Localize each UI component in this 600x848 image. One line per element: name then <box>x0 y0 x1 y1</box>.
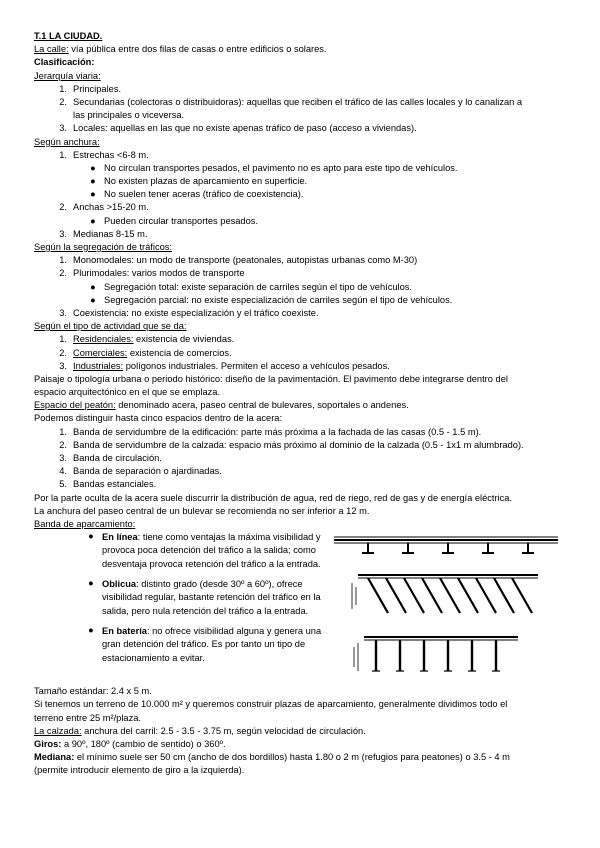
list-item <box>34 333 564 346</box>
aparcamiento-item-oblicua <box>88 578 330 618</box>
item-text: Banda de servidumbre de la calzada: espacio más próximo al dominio de la calzada (0.5 - 1x1 m alumbrado). <box>73 439 524 450</box>
list-item <box>34 347 564 360</box>
parking-diagrams <box>328 531 564 685</box>
list-item <box>34 149 564 162</box>
item-num: 1. <box>59 426 67 437</box>
tamano-estandar: Tamaño estándar: 2.4 x 5 m. <box>34 686 152 697</box>
list-item <box>34 83 564 96</box>
list-item <box>34 96 564 109</box>
item-text: provoca poca detención del tráfico a la salida; como <box>102 545 316 556</box>
mediana-definition <box>34 751 564 764</box>
item-text: Estrechas <6-8 m. <box>73 149 149 160</box>
item-text: estacionamiento a evitar. <box>102 652 205 663</box>
calzada-def: anchura del carril: 2.5 - 3.5 - 3.75 m, según velocidad de circulación. <box>81 725 366 736</box>
item-text: Anchas >15-20 m. <box>73 202 149 213</box>
paisaje-line: Paisaje o tipología urbana o periodo histórico: diseño de la pavimentación. El pavimento debe integrarse dentro del <box>34 373 508 384</box>
calzada-definition <box>34 725 564 738</box>
calle-term: La calle: <box>34 44 69 55</box>
anchura-heading: Según anchura: <box>34 136 100 147</box>
bullet-text: Segregación parcial: no existe especialización de carriles según el tipo de vehículos. <box>104 294 453 305</box>
item-text: desventaja provoca retención del tráfico a la entrada. <box>102 558 321 569</box>
terreno-line: terreno entre 25 m²/plaza. <box>34 712 141 723</box>
item-text: Secundarias (colectoras o distribuidoras): aquellas que reciben el tráfico de las calles locales y lo canalizan a <box>73 96 523 107</box>
peaton-def: denominado acera, paseo central de bulevares, soportales o andenes. <box>115 400 409 411</box>
item-num: 1. <box>59 255 67 266</box>
mediana-cont: (permite introducir elemento de giro a la izquierda). <box>34 765 245 776</box>
item-text: Plurimodales: varios modos de transporte <box>73 268 245 279</box>
acera-intro: Podemos distinguir hasta cinco espacios dentro de la acera: <box>34 413 283 424</box>
item-text: Banda de servidumbre de la edificación: parte más próxima a la fachada de las casas (0.5 - 1.5 m). <box>73 426 482 437</box>
bullet-icon: ● <box>90 294 96 305</box>
mediana-term: Mediana: <box>34 752 75 763</box>
item-term: Industriales: <box>73 360 124 371</box>
page-title: T.1 LA CIUDAD. <box>34 31 103 41</box>
bullet-icon: ● <box>90 189 96 200</box>
item-text: Medianas 8-15 m. <box>73 228 148 239</box>
bullet-item <box>34 175 564 188</box>
bullet-icon: ● <box>90 176 96 187</box>
item-num: 5. <box>59 479 67 490</box>
bullet-text: No suelen tener aceras (tráfico de coexistencia). <box>104 189 304 200</box>
bullet-text: No circulan transportes pesados, el pavimento no es apto para este tipo de vehículos. <box>104 162 458 173</box>
item-term: En batería <box>102 626 147 637</box>
parking-en-linea-diagram <box>334 537 558 553</box>
list-item <box>34 478 564 491</box>
item-num: 1. <box>59 334 67 345</box>
item-num: 2. <box>59 347 67 358</box>
calle-definition <box>34 43 564 56</box>
item-num: 3. <box>59 123 67 134</box>
item-text: Bandas estanciales. <box>73 479 157 490</box>
item-text: Banda de circulación. <box>73 453 162 463</box>
bullet-text: Pueden circular transportes pesados. <box>104 215 259 226</box>
item-text: : distinto grado (desde 30º a 60º), ofrece <box>136 579 303 590</box>
document-page <box>34 30 564 777</box>
giros-term: Giros: <box>34 738 62 749</box>
list-item <box>34 228 564 241</box>
item-term: En línea <box>102 532 138 543</box>
bullet-item <box>34 162 564 175</box>
item-text: existencia de viviendas. <box>133 334 235 345</box>
item-num: 3. <box>59 228 67 239</box>
paisaje-line: espacio arquitectónico en el que se emplaza. <box>34 387 221 398</box>
item-num: 1. <box>59 149 67 160</box>
list-item <box>34 360 564 373</box>
giros-definition <box>34 738 564 751</box>
item-text: Monomodales: un modo de transporte (peatonales, autopistas urbanas como M-30) <box>73 255 418 266</box>
bullet-text: Segregación total: existe separación de carriles según el tipo de vehículos. <box>104 281 413 292</box>
item-text: salida, pero nula retención del tráfico a la entrada. <box>102 605 309 616</box>
list-item <box>34 122 564 135</box>
item-num: 3. <box>59 360 67 371</box>
peaton-term: Espacio del peatón: <box>34 400 116 411</box>
bullet-item <box>34 294 564 307</box>
anchura-paseo: La anchura del paseo central de un bulevar se recomienda no ser inferior a 12 m. <box>34 505 370 516</box>
mediana-def: el mínimo suele ser 50 cm (ancho de dos bordillos) hasta 1.80 o 2 m (refugios para peatones) o 3.5 - 4 m <box>74 752 510 763</box>
item-text: Locales: aquellas en las que no existe apenas tráfico de paso (acceso a viviendas). <box>73 123 417 134</box>
item-term: Oblicua <box>102 579 137 590</box>
list-item <box>34 439 564 452</box>
calzada-term: La calzada: <box>34 725 82 736</box>
bullet-icon: ● <box>90 215 96 226</box>
list-item <box>34 307 564 320</box>
peaton-definition <box>34 399 564 412</box>
parking-bateria-diagram <box>354 637 518 671</box>
bullet-icon: ● <box>88 578 94 589</box>
aparcamiento-section <box>34 531 564 685</box>
item-text: Principales. <box>73 83 122 94</box>
giros-def: a 90º, 180º (cambio de sentido) o 360º. <box>61 738 226 749</box>
item-num: 2. <box>59 202 67 213</box>
actividad-heading: Según el tipo de actividad que se da: <box>34 321 187 332</box>
item-text: : tiene como ventajas la máxima visibilidad y <box>137 532 321 543</box>
item-num: 2. <box>59 96 67 107</box>
bullet-item <box>34 281 564 294</box>
aparcamiento-item-linea <box>88 531 330 571</box>
item-num: 1. <box>59 83 67 94</box>
list-item <box>34 267 564 280</box>
bullet-item <box>34 215 564 228</box>
bullet-icon: ● <box>90 162 96 173</box>
segregacion-heading: Según la segregación de tráficos: <box>34 242 172 252</box>
item-text: existencia de comercios. <box>127 347 232 358</box>
parking-oblicua-diagram <box>352 575 538 613</box>
item-term: Comerciales: <box>73 347 128 358</box>
bullet-icon: ● <box>88 625 94 636</box>
parte-oculta: Por la parte oculta de la acera suele discurrir la distribución de agua, red de riego, red de gas y de energía eléctrica. <box>34 492 513 503</box>
clasificacion-heading: Clasificación: <box>34 57 95 68</box>
terreno-line: Si tenemos un terreno de 10.000 m² y queremos construir plazas de aparcamiento, generalmente dividimos todo el <box>34 699 508 710</box>
item-text: gran detención del tráfico. Es por tanto un tipo de <box>102 639 306 650</box>
bullet-icon: ● <box>88 531 94 542</box>
bullet-item <box>34 188 564 201</box>
list-item <box>34 452 564 465</box>
list-item <box>34 201 564 214</box>
list-item <box>34 465 564 478</box>
item-text: Banda de separación o ajardinadas. <box>73 466 222 477</box>
item-num: 3. <box>59 307 67 318</box>
item-num: 3. <box>59 453 67 463</box>
item-text: : no ofrece visibilidad alguna y genera una <box>146 626 322 637</box>
bullet-icon: ● <box>90 281 96 292</box>
item-text: Coexistencia: no existe especialización y el tráfico coexiste. <box>73 307 319 318</box>
list-item <box>34 254 564 267</box>
jerarquia-heading: Jerarquía viaria: <box>34 70 101 81</box>
item-term: Residenciales: <box>73 334 134 345</box>
calle-def: vía pública entre dos filas de casas o entre edificios o solares. <box>68 44 327 55</box>
item-num: 4. <box>59 466 67 477</box>
bullet-text: No existen plazas de aparcamiento en superficie. <box>104 176 308 187</box>
list-item-cont: las principales o viceversa. <box>73 110 185 121</box>
item-text: visibilidad regular, bastante retención del tráfico en la <box>102 592 321 603</box>
item-num: 2. <box>59 439 67 450</box>
item-text: polígonos industriales. Permiten el acceso a vehículos pesados. <box>123 360 390 371</box>
item-num: 2. <box>59 268 67 279</box>
aparcamiento-item-bateria <box>88 625 330 665</box>
aparcamiento-heading: Banda de aparcamiento: <box>34 518 136 529</box>
list-item <box>34 426 564 439</box>
